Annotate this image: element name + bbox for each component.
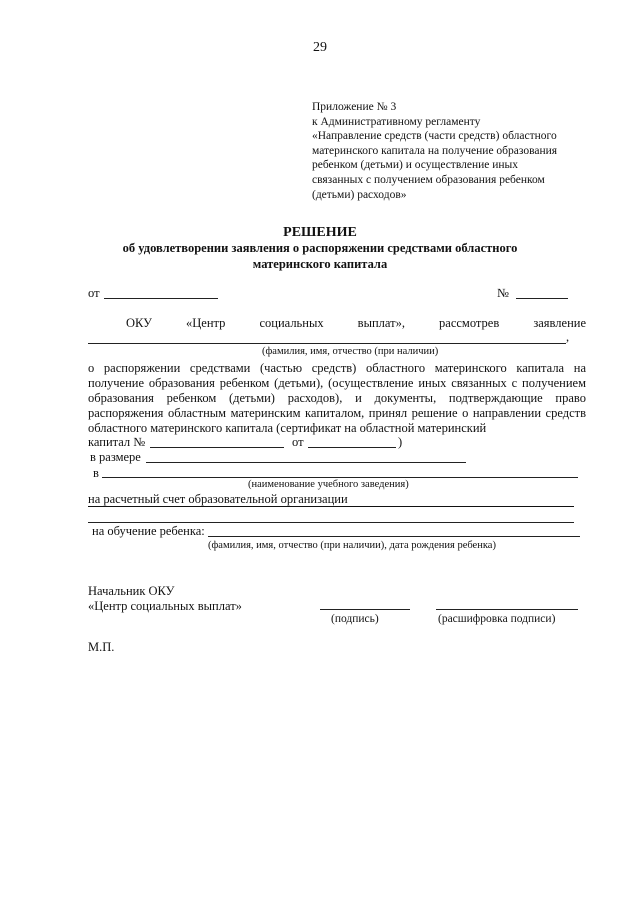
annex-line: материнского капитала на получение образования bbox=[312, 144, 558, 157]
education-label: на обучение ребенка: bbox=[92, 524, 205, 538]
document-subtitle-line1: об удовлетворении заявления о распоряжении средствами областного bbox=[122, 241, 518, 255]
annex-line: ребенком (детьми) и осуществление иных bbox=[312, 159, 519, 172]
institution-prefix: в bbox=[93, 466, 99, 480]
applicant-name-line[interactable] bbox=[88, 343, 566, 344]
certificate-date-label: от bbox=[292, 435, 304, 449]
institution-field-line[interactable] bbox=[102, 477, 578, 478]
signature-decode-caption: (расшифровка подписи) bbox=[438, 613, 556, 625]
amount-field-line[interactable] bbox=[146, 462, 466, 463]
amount-label: в размере bbox=[90, 450, 141, 464]
annex-line: Приложение № 3 bbox=[312, 101, 397, 113]
account-underline bbox=[88, 506, 574, 507]
number-field-line[interactable] bbox=[516, 298, 568, 299]
signature-caption: (подпись) bbox=[331, 613, 379, 625]
fio-caption: (фамилия, имя, отчество (при наличии) bbox=[262, 346, 439, 357]
oku-word: ОКУ bbox=[126, 316, 152, 330]
date-field-line[interactable] bbox=[104, 298, 218, 299]
oku-word: «Центр bbox=[186, 316, 226, 330]
annex-line: к Административному регламенту bbox=[312, 115, 481, 128]
annex-line: «Направление средств (части средств) областного bbox=[312, 130, 557, 143]
close-paren: ) bbox=[398, 435, 403, 449]
account-text: на расчетный счет образовательной организации bbox=[88, 492, 348, 506]
oku-word: социальных bbox=[259, 316, 324, 330]
comma: , bbox=[566, 330, 570, 344]
signatory-organization: «Центр социальных выплат» bbox=[88, 599, 242, 613]
account-extra-line[interactable] bbox=[88, 522, 574, 523]
oku-row bbox=[126, 316, 586, 331]
date-label: от bbox=[88, 286, 100, 300]
number-label: № bbox=[497, 286, 509, 300]
certificate-date-line[interactable] bbox=[308, 447, 396, 448]
annex-line: (детьми) расходов» bbox=[312, 188, 407, 201]
document-title: РЕШЕНИЕ bbox=[283, 225, 357, 240]
child-name-line[interactable] bbox=[208, 536, 580, 537]
page-number: 29 bbox=[313, 40, 327, 55]
signature-decode-line[interactable] bbox=[436, 609, 578, 610]
annex-block bbox=[312, 100, 557, 202]
seal-mark: М.П. bbox=[88, 640, 115, 654]
institution-caption: (наименование учебного заведения) bbox=[248, 479, 409, 490]
signature-line[interactable] bbox=[320, 609, 410, 610]
decision-paragraph: о распоряжении средствами (частью средств) областного материнского капитала на получение образования ребенком (детьми), (осуществление иных связанных с получением образования ребенком (детьми) расходов), и документы, подтверждающие право распоряжения областным материнским капиталом, принял решение о направлении средств областного материнского капитала (сертификат на областной материнский bbox=[88, 361, 586, 435]
certificate-number-line[interactable] bbox=[150, 447, 284, 448]
oku-word: заявление bbox=[533, 316, 586, 330]
document-subtitle-line2: материнского капитала bbox=[252, 257, 388, 271]
signatory-title: Начальник ОКУ bbox=[88, 584, 175, 598]
oku-word: рассмотрев bbox=[439, 316, 500, 330]
child-caption: (фамилия, имя, отчество (при наличии), дата рождения ребенка) bbox=[208, 540, 496, 551]
annex-line: связанных с получением образования ребенком bbox=[312, 173, 545, 186]
oku-word: выплат», bbox=[357, 316, 405, 330]
capital-number-label: капитал № bbox=[88, 435, 146, 449]
